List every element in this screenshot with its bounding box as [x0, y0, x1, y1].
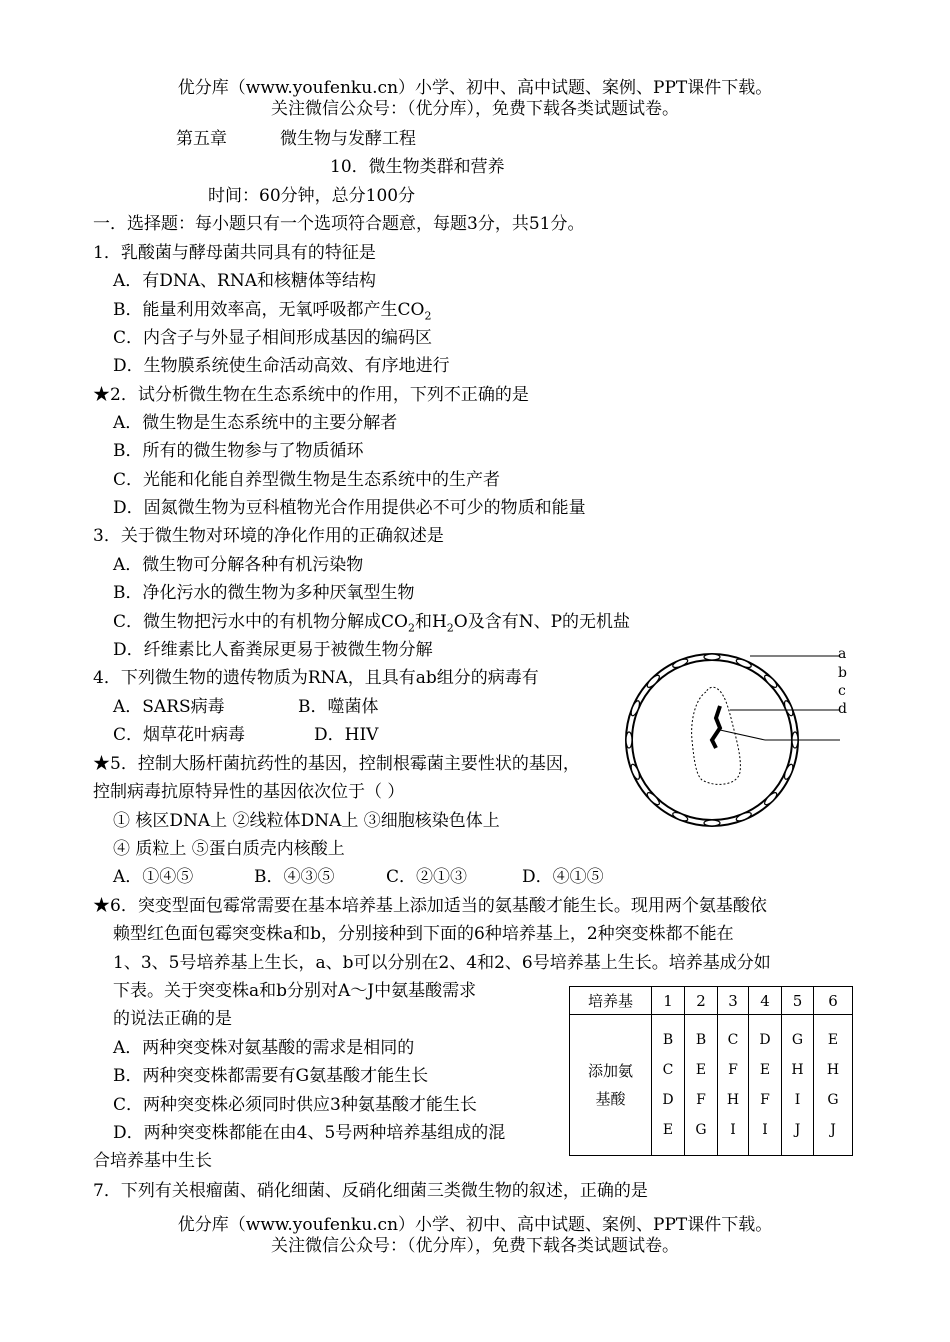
q4-stem: 4．下列微生物的遗传物质为RNA，且具有ab组分的病毒有 [93, 668, 539, 688]
table-cell-col-3 [718, 1015, 749, 1156]
table-cell: D [662, 1092, 674, 1108]
q6-option-c: C．两种突变株必须同时供应3种氨基酸才能生长 [113, 1095, 477, 1115]
q4-option-b: B．噬菌体 [298, 697, 379, 717]
table-cell: I [730, 1122, 736, 1138]
spike-icon [704, 654, 720, 660]
table-cell: F [760, 1092, 770, 1108]
table-cell: C [662, 1062, 674, 1078]
table-cell: J [794, 1122, 801, 1138]
table-cell: F [728, 1062, 738, 1078]
q5-option-d: D．④①⑤ [522, 867, 604, 887]
table-col-3: 3 [718, 987, 749, 1015]
q5-stem-line-2: 控制病毒抗原特异性的基因依次位于（ ） [93, 782, 405, 802]
table-cell: E [695, 1062, 707, 1078]
q1-option-a: A．有DNA、RNA和核糖体等结构 [113, 271, 377, 291]
q6-stem-line-4: 下表。关于突变株a和b分别对A～J中氨基酸需求 [113, 981, 477, 1001]
q6-stem-line-1: ★6．突变型面包霉常需要在基本培养基上添加适当的氨基酸才能生长。现用两个氨基酸依 [93, 896, 767, 916]
table-cell: H [726, 1092, 740, 1108]
table-cell: F [696, 1092, 706, 1108]
medium-table [569, 986, 853, 1156]
q6-stem-line-3: 1、3、5号培养基上生长，a、b可以分别在2、4和2、6号培养基上生长。培养基成分如 [113, 953, 771, 973]
q4-option-a: A．SARS病毒 [113, 697, 225, 717]
table-cell-col-5 [782, 1015, 814, 1156]
q5-items-line-2: ④ 质粒上 ⑤蛋白质壳内核酸上 [113, 839, 345, 859]
table-col-4: 4 [749, 987, 782, 1015]
header-line-1: 优分库（www.youfenku.cn）小学、初中、高中试题、案例、PPT课件下载。 [177, 78, 773, 98]
q1-option-c: C．内含子与外显子相间形成基因的编码区 [113, 328, 433, 348]
chapter-name: 微生物与发酵工程 [280, 129, 416, 149]
table-col-2: 2 [685, 987, 718, 1015]
table-cell: I [762, 1122, 768, 1138]
q5-option-a: A．①④⑤ [113, 867, 194, 887]
q5-items-line-1: ① 核区DNA上 ②线粒体DNA上 ③细胞核染色体上 [113, 811, 500, 831]
q6-option-a: A．两种突变株对氨基酸的需求是相同的 [113, 1038, 415, 1058]
table-cell-col-2 [685, 1015, 718, 1156]
table-cell: B [695, 1032, 707, 1048]
q6-stem-line-5: 的说法正确的是 [113, 1009, 232, 1029]
table-cell: E [759, 1062, 771, 1078]
table-cell: G [695, 1122, 707, 1138]
q4-option-c: C．烟草花叶病毒 [113, 725, 246, 745]
q2-option-b: B．所有的微生物参与了物质循环 [113, 441, 364, 461]
core-protein [712, 706, 720, 748]
q6-option-b: B．两种突变株都需要有G氨基酸才能生长 [113, 1066, 429, 1086]
q6-stem-line-2: 赖型红色面包霉突变株a和b，分别接种到下面的6种培养基上，2种突变株都不能在 [113, 924, 734, 944]
table-cell-col-4 [749, 1015, 782, 1156]
q4-option-d: D．HIV [314, 725, 379, 745]
table-cell: H [826, 1062, 840, 1078]
time-info: 时间：60分钟，总分100分 [208, 186, 416, 206]
q1-option-b: B．能量利用效率高，无氧呼吸都产生$CO_2$ [113, 300, 432, 323]
table-cell: C [727, 1032, 739, 1048]
virus-diagram [620, 640, 860, 835]
table-cell: G [827, 1092, 839, 1108]
table-cell: J [830, 1122, 836, 1138]
footer-line-2: 关注微信公众号：（优分库），免费下载各类试题试卷。 [271, 1236, 679, 1256]
body-label-line-1: 添加氨 [587, 1062, 633, 1080]
table-body-label [570, 1015, 652, 1156]
q6-option-d-line-2: 合培养基中生长 [93, 1151, 212, 1171]
q2-option-d: D．固氮微生物为豆科植物光合作用提供必不可少的物质和能量 [113, 498, 586, 518]
q3-option-c: C．微生物把污水中的有机物分解成$CO_2$和$H_2O$及含有N、P的无机盐 [113, 612, 631, 635]
table-cell: I [794, 1092, 801, 1108]
table-cell: E [662, 1122, 674, 1138]
table-col-6: 6 [814, 987, 853, 1015]
table-header-label: 培养基 [570, 987, 652, 1015]
footer-line-1: 优分库（www.youfenku.cn）小学、初中、高中试题、案例、PPT课件下载。 [177, 1215, 773, 1235]
q3-option-d: D．纤维素比人畜粪尿更易于被微生物分解 [113, 640, 433, 660]
q5-option-b: B．④③⑤ [254, 867, 335, 887]
label-d: d [838, 701, 847, 717]
q7-stem: 7．下列有关根瘤菌、硝化细菌、反硝化细菌三类微生物的叙述，正确的是 [93, 1181, 648, 1201]
body-label-line-2: 基酸 [595, 1090, 626, 1108]
spike-icon [704, 820, 720, 826]
table-cell: H [791, 1062, 804, 1078]
part-heading: 一．选择题：每小题只有一个选项符合题意，每题3分，共51分。 [93, 214, 585, 234]
q5-stem-line-1: ★5．控制大肠杆菌抗药性的基因，控制根霉菌主要性状的基因， [93, 754, 580, 774]
label-b: b [838, 665, 847, 681]
chapter-number: 第五章 [176, 129, 227, 149]
section-title: 10．微生物类群和营养 [330, 157, 505, 177]
q2-option-c: C．光能和化能自养型微生物是生态系统中的生产者 [113, 470, 501, 490]
table-col-1: 1 [652, 987, 685, 1015]
table-cell-col-6 [814, 1015, 853, 1156]
q5-option-c: C．②①③ [386, 867, 468, 887]
q1-stem: 1．乳酸菌与酵母菌共同具有的特征是 [93, 243, 376, 263]
q3-option-b: B．净化污水的微生物为多种厌氧型生物 [113, 583, 415, 603]
q2-stem: ★2．试分析微生物在生态系统中的作用，下列不正确的是 [93, 385, 529, 405]
label-a: a [838, 646, 847, 662]
table-cell: B [662, 1032, 674, 1048]
q3-option-a: A．微生物可分解各种有机污染物 [113, 555, 364, 575]
table-cell-col-1 [652, 1015, 685, 1156]
table-cell: G [791, 1032, 804, 1048]
q1-option-d: D．生物膜系统使生命活动高效、有序地进行 [113, 356, 450, 376]
q2-option-a: A．微生物是生态系统中的主要分解者 [113, 413, 398, 433]
table-cell: D [759, 1032, 771, 1048]
table-col-5: 5 [782, 987, 814, 1015]
q6-option-d-line-1: D．两种突变株都能在由4、5号两种培养基组成的混 [113, 1123, 506, 1143]
table-cell: E [827, 1032, 839, 1048]
label-c: c [838, 683, 846, 699]
spike-icon [626, 732, 632, 748]
header-line-2: 关注微信公众号：（优分库），免费下载各类试题试卷。 [271, 99, 679, 119]
q3-stem: 3．关于微生物对环境的净化作用的正确叙述是 [93, 526, 444, 546]
